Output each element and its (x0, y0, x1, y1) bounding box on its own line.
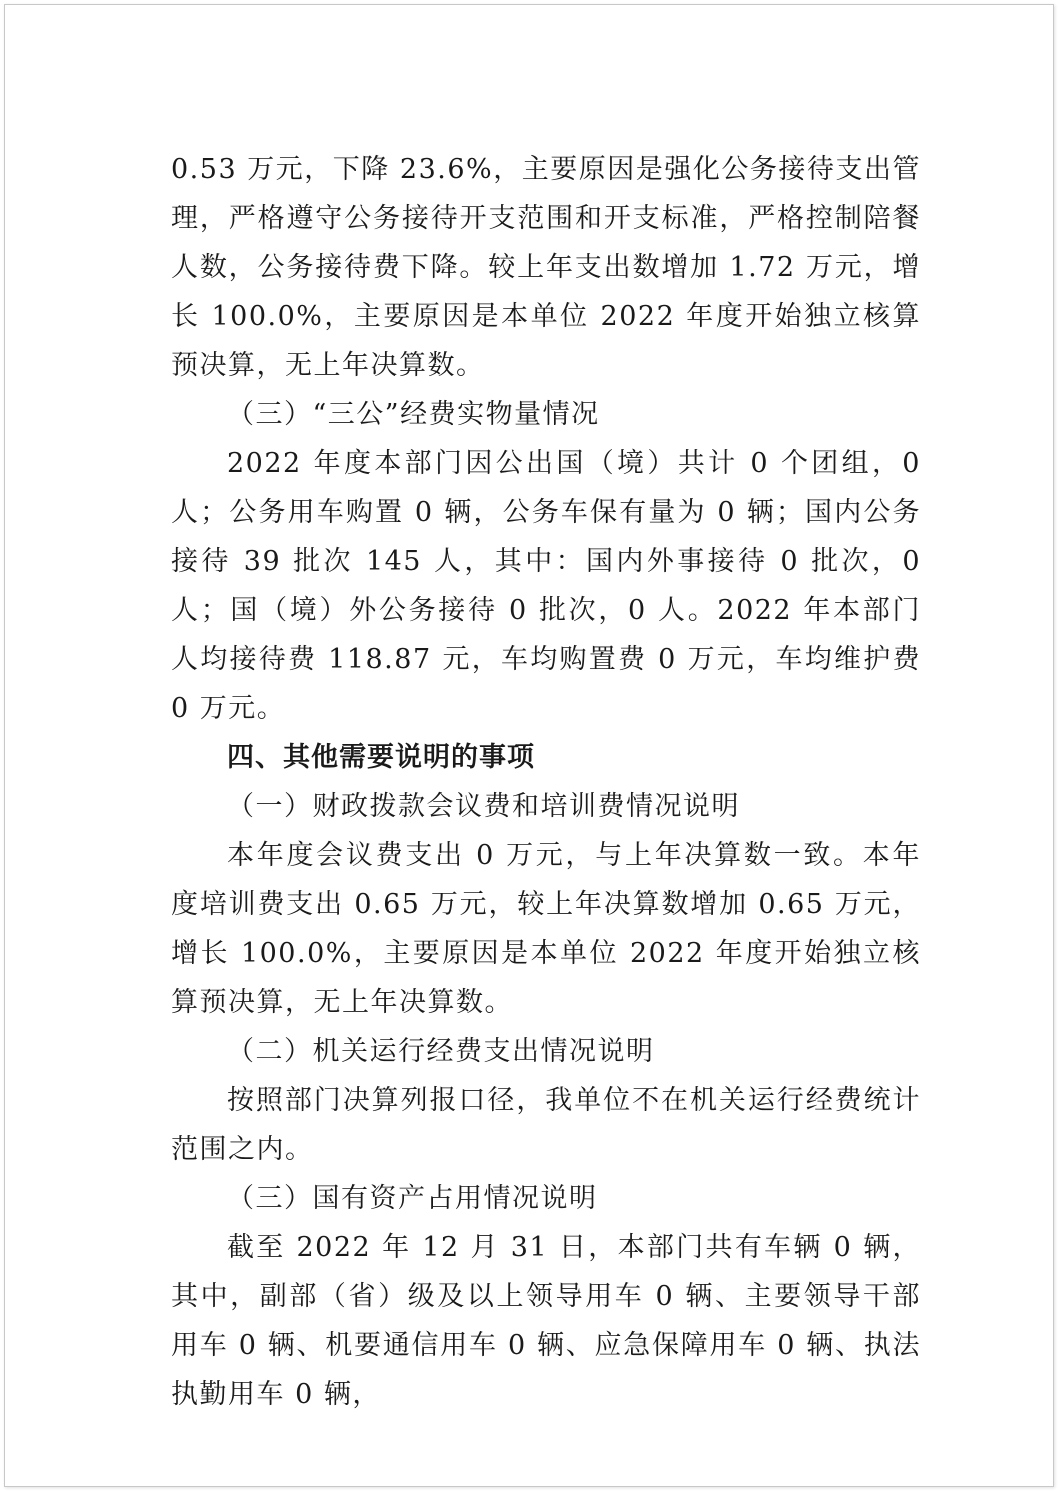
paragraph-operating-expenses: 按照部门决算列报口径，我单位不在机关运行经费统计范围之内。 (171, 1085, 921, 1165)
heading-meeting-training: （一）财政拨款会议费和培训费情况说明 (227, 791, 740, 822)
heading-operating-expenses: （二）机关运行经费支出情况说明 (227, 1036, 655, 1067)
heading-state-assets: （三）国有资产占用情况说明 (227, 1183, 598, 1214)
heading-three-public-physical: （三）“三公”经费实物量情况 (227, 399, 600, 430)
document-page (4, 4, 1054, 1487)
document-body (171, 145, 921, 1419)
section-heading-other-matters: 四、其他需要说明的事项 (227, 742, 535, 773)
paragraph-three-public-physical: 2022 年度本部门因公出国（境）共计 0 个团组，0 人；公务用车购置 0 辆，公务车保有量为 0 辆；国内公务接待 39 批次 145 人，其中：国内外事接待 0 批次，0 人；国（境）外公务接待 0 批次，0 人。2022 年本部门人均接待费 118.87 元，车均购置费 0 万元，车均维护费 0 万元。 (171, 448, 921, 724)
paragraph-state-assets: 截至 2022 年 12 月 31 日，本部门共有车辆 0 辆，其中，副部（省）级及以上领导用车 0 辆、主要领导干部用车 0 辆、机要通信用车 0 辆、应急保障用车 0 辆、执法执勤用车 0 辆， (171, 1232, 921, 1410)
paragraph-meeting-training: 本年度会议费支出 0 万元，与上年决算数一致。本年度培训费支出 0.65 万元，较上年决算数增加 0.65 万元，增长 100.0%，主要原因是本单位 2022 年度开始独立核算预决算，无上年决算数。 (171, 840, 921, 1018)
paragraph-hospitality-summary: 0.53 万元，下降 23.6%，主要原因是强化公务接待支出管理，严格遵守公务接待开支范围和开支标准，严格控制陪餐人数，公务接待费下降。较上年支出数增加 1.72 万元，增长 100.0%，主要原因是本单位 2022 年度开始独立核算预决算，无上年决算数。 (171, 154, 921, 381)
